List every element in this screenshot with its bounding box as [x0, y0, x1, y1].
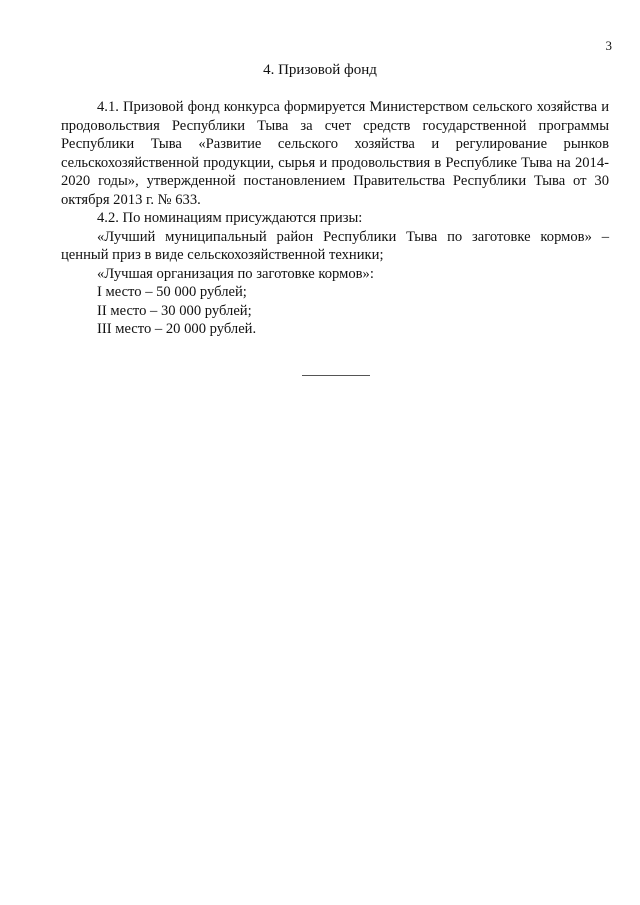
prize-third-place: III место – 20 000 рублей. — [97, 321, 257, 337]
nomination-district: «Лучший муниципальный район Республики Тыва по заготовке кормов» – ценный приз в виде сельскохозяйственной техники; — [61, 228, 609, 263]
paragraph-4-1: 4.1. Призовой фонд конкурса формируется Министерством сельского хозяйства и продовольствия Республики Тыва за счет средств государственной программы Республики Тыва «Развитие сельского хозяйства и регулирование рынков сельскохозяйственной продукции, сырья и продовольствия в Республике Тыва на 2014- 2020 годы», утвержденной постановлением Правительства Республики Тыва от 30 октября 2013 г. № 633. — [61, 99, 609, 208]
paragraph-4-2: 4.2. По номинациям присуждаются призы: — [97, 210, 363, 226]
nomination-organization: «Лучшая организация по заготовке кормов»: — [97, 265, 374, 282]
document-body — [61, 98, 609, 339]
section-title: 4. Призовой фонд — [263, 62, 377, 78]
page-number: 3 — [605, 38, 612, 53]
end-separator-line — [302, 375, 370, 376]
prize-first-place: I место – 50 000 рублей; — [97, 284, 247, 300]
prize-second-place: II место – 30 000 рублей; — [97, 302, 252, 319]
